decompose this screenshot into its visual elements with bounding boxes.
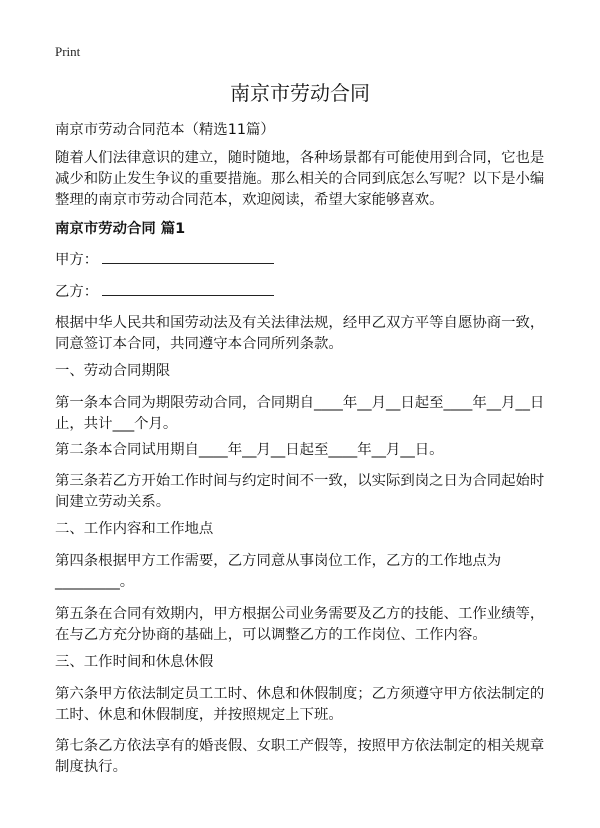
party-a-label: 甲方： [55, 252, 99, 268]
party-b-blank [102, 281, 274, 296]
section-term-heading: 一、劳动合同期限 [55, 363, 171, 379]
article-7: 第七条乙方依法享有的婚丧假、女职工产假等，按照甲方依法制定的相关规章制度执行。 [55, 738, 545, 775]
party-a-row [55, 249, 551, 271]
print-link[interactable]: Print [55, 44, 81, 59]
article-2: 第二条本合同试用期自____年__月__日起至____年__月__日。 [55, 442, 444, 458]
party-b-label: 乙方： [55, 284, 99, 300]
section-work-heading: 二、工作内容和工作地点 [55, 521, 214, 537]
page-title: 南京市劳动合同 [230, 81, 370, 105]
section-hours-heading: 三、工作时间和休息休假 [55, 654, 214, 670]
intro-paragraph: 随着人们法律意识的建立，随时随地，各种场景都有可能使用到合同，它也是减少和防止发生争议的重要措施。那么相关的合同到底怎么写呢？以下是小编整理的南京市劳动合同范本，欢迎阅读，希望大家能够喜欢。 [55, 150, 545, 208]
article-6: 第六条甲方依法制定员工工时、休息和休假制度；乙方须遵守甲方依法制定的工时、休息和休假制度，并按照规定上下班。 [55, 686, 545, 723]
party-b-row [55, 281, 551, 303]
article-3: 第三条若乙方开始工作时间与约定时间不一致，以实际到岗之日为合同起始时间建立劳动关系。 [55, 473, 545, 510]
section-heading: 南京市劳动合同 篇1 [55, 221, 186, 237]
article-1: 第一条本合同为期限劳动合同，合同期自____年__月__日起至____年__月__日止，共计___个月。 [55, 395, 545, 432]
article-5: 第五条在合同有效期内，甲方根据公司业务需要及乙方的技能、工作业绩等，在与乙方充分协商的基础上，可以调整乙方的工作岗位、工作内容。 [55, 606, 545, 643]
party-a-blank [102, 249, 274, 264]
subtitle: 南京市劳动合同范本（精选11篇） [55, 122, 275, 138]
paragraph: 根据中华人民共和国劳动法及有关法律法规，经甲乙双方平等自愿协商一致，同意签订本合同，共同遵守本合同所列条款。 [55, 315, 545, 352]
article-4: 第四条根据甲方工作需要，乙方同意从事岗位工作，乙方的工作地点为_________。 [55, 553, 502, 590]
